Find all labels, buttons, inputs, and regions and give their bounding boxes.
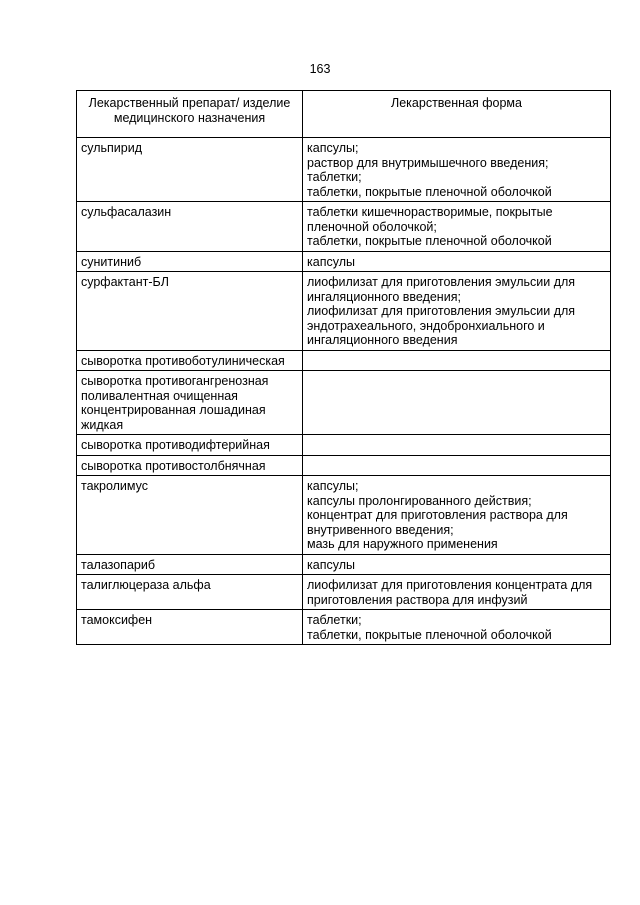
table-header-row [77, 91, 611, 138]
dosage-form-cell [303, 435, 611, 456]
drug-name-cell: сыворотка противостолбнячная [77, 455, 303, 476]
drug-name-cell: сунитиниб [77, 251, 303, 272]
table-row [77, 371, 611, 435]
table-row [77, 350, 611, 371]
dosage-form-cell [303, 610, 611, 645]
drug-name-cell: такролимус [77, 476, 303, 555]
dosage-form-cell [303, 554, 611, 575]
table-row [77, 455, 611, 476]
dosage-form-item: таблетки; [307, 613, 362, 627]
drug-name-cell: сыворотка противогангренозная поливалентная очищенная концентрированная лошадиная жидкая [77, 371, 303, 435]
dosage-form-cell [303, 202, 611, 252]
dosage-form-cell [303, 455, 611, 476]
dosage-form-item: таблетки, покрытые пленочной оболочкой [307, 184, 552, 199]
table-row [77, 554, 611, 575]
dosage-form-item: лиофилизат для приготовления эмульсии для эндотрахеального, эндобронхиального и ингаляционного введения [307, 304, 576, 347]
table-body [77, 138, 611, 645]
dosage-form-item: раствор для внутримышечного введения; [307, 155, 549, 170]
dosage-form-item: капсулы [307, 557, 355, 572]
dosage-form-item: концентрат для приготовления раствора для внутривенного введения; [307, 508, 568, 537]
dosage-form-item: мазь для наружного применения [307, 537, 498, 551]
drug-name-cell: талазопариб [77, 554, 303, 575]
dosage-form-item: капсулы; [307, 479, 359, 493]
table-row [77, 202, 611, 252]
drug-table [76, 90, 611, 645]
drug-name-cell: тамоксифен [77, 610, 303, 645]
dosage-form-cell [303, 272, 611, 351]
drug-name-cell: сульпирид [77, 138, 303, 202]
table-row [77, 610, 611, 645]
dosage-form-cell [303, 138, 611, 202]
dosage-form-item: капсулы пролонгированного действия; [307, 493, 532, 508]
dosage-form-item: таблетки, покрытые пленочной оболочкой [307, 234, 552, 248]
dosage-form-item: лиофилизат для приготовления эмульсии для ингаляционного введения; [307, 275, 576, 304]
dosage-form-cell [303, 350, 611, 371]
dosage-form-cell [303, 251, 611, 272]
header-drug: Лекарственный препарат/ изделие медицинского назначения [77, 91, 303, 138]
table-row [77, 138, 611, 202]
dosage-form-item: таблетки; [307, 170, 362, 184]
table-row [77, 435, 611, 456]
drug-name-cell: талиглюцераза альфа [77, 575, 303, 610]
dosage-form-item: таблетки, покрытые пленочной оболочкой [307, 627, 552, 642]
dosage-form-cell [303, 371, 611, 435]
dosage-form-item: капсулы [307, 254, 355, 269]
dosage-form-item: таблетки кишечнорастворимые, покрытые пленочной оболочкой; [307, 205, 553, 234]
table-row [77, 575, 611, 610]
dosage-form-cell [303, 575, 611, 610]
drug-name-cell: сыворотка противоботулиническая [77, 350, 303, 371]
drug-name-cell: сыворотка противодифтерийная [77, 435, 303, 456]
page-number: 163 [309, 62, 331, 76]
dosage-form-cell [303, 476, 611, 555]
table-row [77, 251, 611, 272]
header-form: Лекарственная форма [303, 91, 611, 138]
drug-name-cell: сульфасалазин [77, 202, 303, 252]
dosage-form-item: лиофилизат для приготовления концентрата для приготовления раствора для инфузий [307, 578, 593, 607]
table-row [77, 272, 611, 351]
table-row [77, 476, 611, 555]
dosage-form-item: капсулы; [307, 141, 359, 155]
drug-name-cell: сурфактант-БЛ [77, 272, 303, 351]
